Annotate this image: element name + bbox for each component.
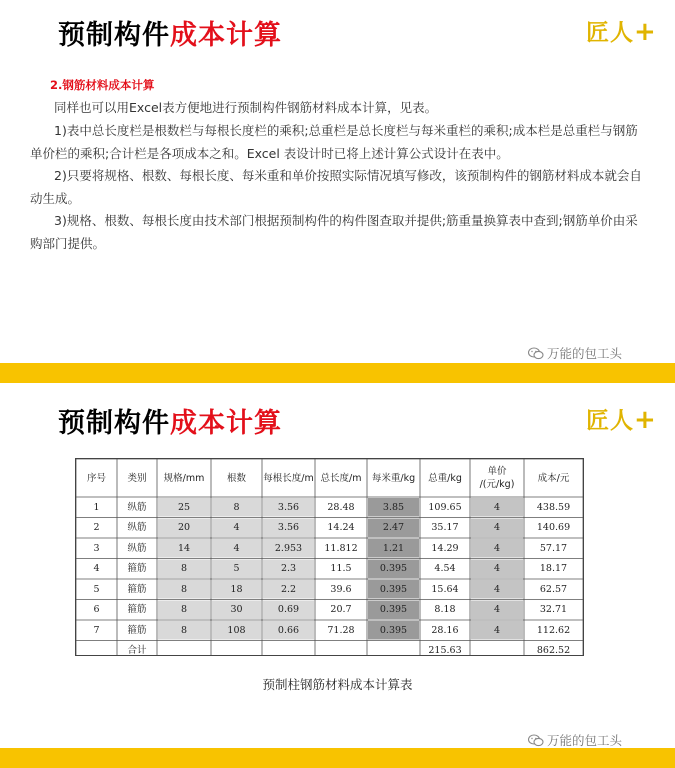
rebar-cost-table bbox=[75, 458, 584, 656]
table-cell: 14 bbox=[177, 542, 191, 554]
table-cell: 6 bbox=[93, 604, 100, 616]
table-header-cell: 成本/元 bbox=[537, 472, 570, 484]
table-caption: 预制柱钢筋材料成本计算表 bbox=[262, 677, 413, 692]
table-header-cell: 每根长度/m bbox=[263, 472, 314, 484]
table-cell: 纵筋 bbox=[127, 522, 147, 534]
table-cell: 箍筋 bbox=[127, 563, 147, 575]
table-cell: 5 bbox=[93, 583, 100, 595]
slide-text bbox=[0, 0, 675, 383]
table-cell: 2.2 bbox=[280, 583, 297, 595]
table-cell: 15.64 bbox=[431, 583, 459, 595]
footer-bar bbox=[0, 748, 675, 768]
slide-table bbox=[0, 383, 675, 768]
table-cell: 109.65 bbox=[428, 501, 462, 513]
table-cell: 4 bbox=[233, 542, 240, 554]
table-cell: 14.24 bbox=[327, 522, 355, 534]
table-cell: 8.18 bbox=[434, 604, 456, 616]
table-cell: 4 bbox=[493, 624, 501, 636]
table-cell: 0.395 bbox=[379, 624, 408, 636]
table-cell: 112.62 bbox=[536, 624, 571, 636]
table-cell: 0.66 bbox=[277, 624, 300, 636]
title-black-part: 预制构件 bbox=[58, 408, 170, 439]
table-cell: 3.56 bbox=[277, 501, 300, 513]
table-cell: 箍筋 bbox=[127, 583, 147, 595]
table-cell: 3.85 bbox=[382, 501, 405, 513]
table-cell: 0.395 bbox=[379, 563, 408, 575]
table-cell: 11.812 bbox=[324, 542, 358, 554]
logo-plus: + bbox=[634, 405, 657, 435]
watermark-text: 万能的包工头 bbox=[547, 733, 623, 748]
table-cell: 箍筋 bbox=[127, 604, 147, 616]
wechat-icon bbox=[528, 347, 544, 360]
footer-bar bbox=[0, 363, 675, 383]
table-cell: 合计 bbox=[127, 645, 147, 657]
table-cell: 4 bbox=[493, 542, 501, 554]
table-cell: 1.21 bbox=[382, 542, 405, 554]
table-cell: 2.953 bbox=[274, 542, 303, 554]
table-cell: 3.56 bbox=[277, 522, 300, 534]
table-cell: 20.7 bbox=[330, 604, 352, 616]
table-cell: 4 bbox=[493, 501, 501, 513]
table-header-cell: 总重/kg bbox=[428, 472, 462, 484]
paragraph-intro: 同样也可以用Excel表方便地进行预制构件钢筋材料成本计算，见表。 bbox=[54, 100, 438, 115]
table-header-cell: 总长度/m bbox=[320, 472, 362, 484]
table-cell: 30 bbox=[230, 604, 243, 616]
section-heading: 2.钢筋材料成本计算 bbox=[50, 78, 155, 92]
brand-logo bbox=[586, 402, 657, 435]
paragraph-1: 1)表中总长度栏是根数栏与每根长度栏的乘积;总重栏是总长度栏与每米重栏的乘积;成本栏是总重栏与钢筋单价栏的乘积;合计栏是各项成本之和。Excel 表设计时已将上述计算公式设计在表中。 bbox=[30, 123, 638, 161]
table-cell: 35.17 bbox=[431, 522, 459, 534]
table-cell: 11.5 bbox=[330, 563, 352, 575]
title-red-part: 成本计算 bbox=[170, 20, 282, 51]
table-cell: 71.28 bbox=[327, 624, 355, 636]
table-cell: 4 bbox=[93, 563, 100, 575]
table-cell: 0.395 bbox=[379, 583, 408, 595]
title-red-part: 成本计算 bbox=[170, 408, 282, 439]
table-cell: 18.17 bbox=[539, 563, 568, 575]
table-cell: 8 bbox=[180, 604, 188, 616]
table-cell: 862.52 bbox=[536, 645, 571, 657]
table-cell: 7 bbox=[93, 624, 100, 636]
table-cell: 4 bbox=[493, 583, 501, 595]
table-cell: 32.71 bbox=[539, 604, 568, 616]
table-cell: 28.16 bbox=[431, 624, 459, 636]
table-cell: 438.59 bbox=[536, 501, 571, 513]
table-cell: 纵筋 bbox=[127, 542, 147, 554]
table-cell: 57.17 bbox=[539, 542, 568, 554]
table-cell: 62.57 bbox=[539, 583, 568, 595]
watermark bbox=[528, 344, 622, 362]
table-cell: 25 bbox=[177, 501, 191, 513]
table-cell: 215.63 bbox=[428, 645, 462, 657]
slide-title bbox=[58, 13, 282, 52]
table-header-cell: 序号 bbox=[86, 472, 106, 484]
table-header-cell: 规格/mm bbox=[163, 472, 205, 484]
logo-text: 匠人 bbox=[586, 408, 634, 434]
logo-text: 匠人 bbox=[586, 20, 634, 46]
table-cell: 纵筋 bbox=[127, 501, 147, 513]
table-cell: 4.54 bbox=[434, 563, 456, 575]
table-cell: 39.6 bbox=[330, 583, 352, 595]
table-cell: 4 bbox=[493, 604, 501, 616]
table-cell: 1 bbox=[93, 501, 100, 513]
table-cell: 8 bbox=[180, 563, 188, 575]
title-black-part: 预制构件 bbox=[58, 20, 170, 51]
table-header-cell: 每米重/kg bbox=[371, 472, 416, 484]
table-cell: 3 bbox=[93, 542, 100, 554]
table-cell: 18 bbox=[230, 583, 243, 595]
slide-title bbox=[58, 401, 282, 440]
brand-logo bbox=[586, 14, 657, 47]
paragraph-3: 3)规格、根数、每根长度由技术部门根据预制构件的构件图查取并提供;筋重量换算表中查到;钢筋单价由采购部门提供。 bbox=[30, 213, 638, 251]
table-cell: 8 bbox=[180, 583, 188, 595]
table-header-cell: 根数 bbox=[226, 472, 246, 484]
table-cell: 5 bbox=[233, 563, 240, 575]
wechat-icon bbox=[528, 734, 544, 747]
table-cell: 0.395 bbox=[379, 604, 408, 616]
table-cell: 4 bbox=[233, 522, 240, 534]
table-cell: 20 bbox=[177, 522, 191, 534]
table-header-cell: 单价 /(元/kg) bbox=[479, 466, 515, 490]
table-cell: 8 bbox=[233, 501, 240, 513]
table-cell: 14.29 bbox=[431, 542, 459, 554]
table-cell: 0.69 bbox=[277, 604, 300, 616]
table-cell: 箍筋 bbox=[127, 624, 147, 636]
paragraph-2: 2)只要将规格、根数、每根长度、每米重和单价按照实际情况填写修改，该预制构件的钢筋材料成本就会自动生成。 bbox=[30, 168, 642, 206]
table-cell: 8 bbox=[180, 624, 188, 636]
watermark-text: 万能的包工头 bbox=[547, 346, 623, 361]
table-header-cell: 类别 bbox=[127, 472, 147, 484]
table-cell: 4 bbox=[493, 522, 501, 534]
table-cell: 28.48 bbox=[327, 501, 355, 513]
watermark bbox=[528, 731, 622, 749]
table-cell: 2 bbox=[93, 522, 100, 534]
table-cell: 108 bbox=[227, 624, 246, 636]
table-cell: 4 bbox=[493, 563, 501, 575]
table-cell: 140.69 bbox=[536, 522, 571, 534]
table-cell: 2.3 bbox=[280, 563, 297, 575]
logo-plus: + bbox=[634, 17, 657, 47]
table-cell: 2.47 bbox=[382, 522, 405, 534]
